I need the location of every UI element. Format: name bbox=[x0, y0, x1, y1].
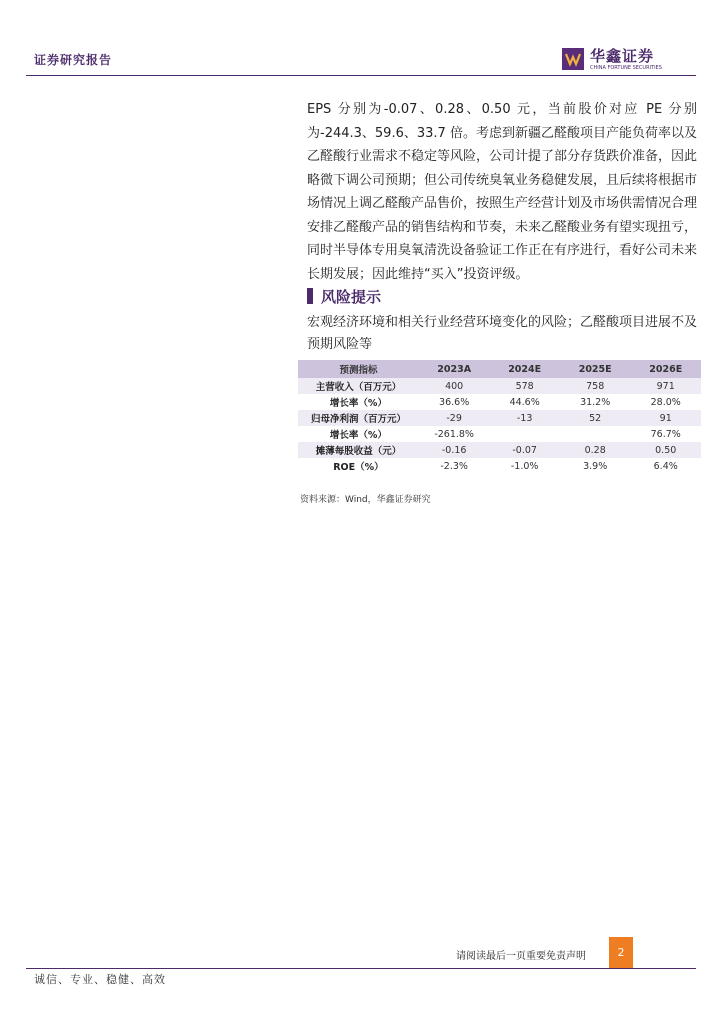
table-cell: -261.8% bbox=[434, 428, 474, 440]
table-row bbox=[298, 378, 701, 394]
table-cell: 578 bbox=[489, 378, 560, 394]
table-header-row bbox=[298, 360, 701, 378]
table-cell: 28.0% bbox=[650, 396, 681, 408]
table-cell: -0.07 bbox=[489, 442, 560, 458]
disclaimer-note: 请阅读最后一页重要免责声明 bbox=[456, 951, 586, 962]
row-label: 增长率（%） bbox=[329, 398, 387, 409]
section-marker bbox=[307, 288, 313, 304]
table-cell: 76.7% bbox=[650, 428, 681, 440]
table-header-cell: 2024E bbox=[489, 360, 560, 378]
table-cell: 3.9% bbox=[583, 460, 608, 472]
footer-divider bbox=[26, 968, 696, 969]
table-cell: 44.6% bbox=[509, 396, 540, 408]
footer-motto: 诚信、专业、稳健、高效 bbox=[34, 973, 166, 986]
brand-subtitle: CHINA FORTUNE SECURITIES bbox=[590, 65, 662, 71]
table-row bbox=[298, 394, 701, 410]
table-header-cell: 2023A bbox=[419, 360, 490, 378]
table-cell: -13 bbox=[489, 410, 560, 426]
table-cell: 400 bbox=[419, 378, 490, 394]
table-cell: -1.0% bbox=[510, 460, 539, 472]
table-row bbox=[298, 442, 701, 458]
table-cell: 31.2% bbox=[580, 396, 611, 408]
table-cell: 0.28 bbox=[560, 442, 631, 458]
table-cell: 0.50 bbox=[630, 442, 701, 458]
table-header-cell: 2026E bbox=[630, 360, 701, 378]
risk-section-title: 风险提示 bbox=[321, 288, 382, 306]
body-paragraph: EPS 分别为-0.07、0.28、0.50 元，当前股价对应 PE 分别为-244.3、59.6、33.7 倍。考虑到新疆乙醛酸项目产能负荷率以及乙醛酸行业需求不稳定等风险，公司计提了部分存货跌价准备，因此略微下调公司预期；但公司传统臭氧业务稳健发展，且后续将根据市场情况上调乙醛酸产品售价，按照生产经营计划及市场供需情况合理安排乙醛酸产品的销售结构和节奏，未来乙醛酸业务有望实现扭亏，同时半导体专用臭氧清洗设备验证工作正在有序进行，看好公司未来长期发展；因此维持“买入”投资评级。 bbox=[307, 102, 698, 282]
row-label: 摊薄每股收益（元） bbox=[298, 442, 419, 458]
brand-name: 华鑫证券 bbox=[590, 47, 655, 65]
table-source-note: 资料来源：Wind，华鑫证券研究 bbox=[300, 495, 431, 505]
row-label: 主营收入（百万元） bbox=[298, 378, 419, 394]
table-cell: 36.6% bbox=[439, 396, 470, 408]
table-cell: 91 bbox=[630, 410, 701, 426]
table-cell: 971 bbox=[630, 378, 701, 394]
table-cell bbox=[489, 426, 560, 442]
table-cell: 52 bbox=[560, 410, 631, 426]
table-cell bbox=[560, 426, 631, 442]
table-header-cell: 2025E bbox=[560, 360, 631, 378]
row-label: 归母净利润（百万元） bbox=[298, 410, 419, 426]
page-number: 2 bbox=[609, 937, 633, 969]
header-divider bbox=[26, 75, 696, 76]
table-cell: 6.4% bbox=[653, 460, 678, 472]
forecast-table bbox=[298, 360, 701, 474]
risk-text: 宏观经济环境和相关行业经营环境变化的风险；乙醛酸项目进展不及预期风险等 bbox=[307, 315, 698, 352]
table-row bbox=[298, 410, 701, 426]
row-label: ROE（%） bbox=[333, 462, 384, 473]
brand-logo bbox=[562, 45, 672, 73]
table-cell: -29 bbox=[419, 410, 490, 426]
table-cell: -2.3% bbox=[440, 460, 468, 472]
table-cell: 758 bbox=[560, 378, 631, 394]
table-cell: -0.16 bbox=[419, 442, 490, 458]
row-label: 增长率（%） bbox=[329, 430, 387, 441]
table-row bbox=[298, 458, 701, 474]
table-row bbox=[298, 426, 701, 442]
table-header-cell: 预测指标 bbox=[298, 360, 419, 378]
report-type-label: 证券研究报告 bbox=[34, 53, 113, 67]
brand-logo-icon bbox=[562, 48, 584, 70]
